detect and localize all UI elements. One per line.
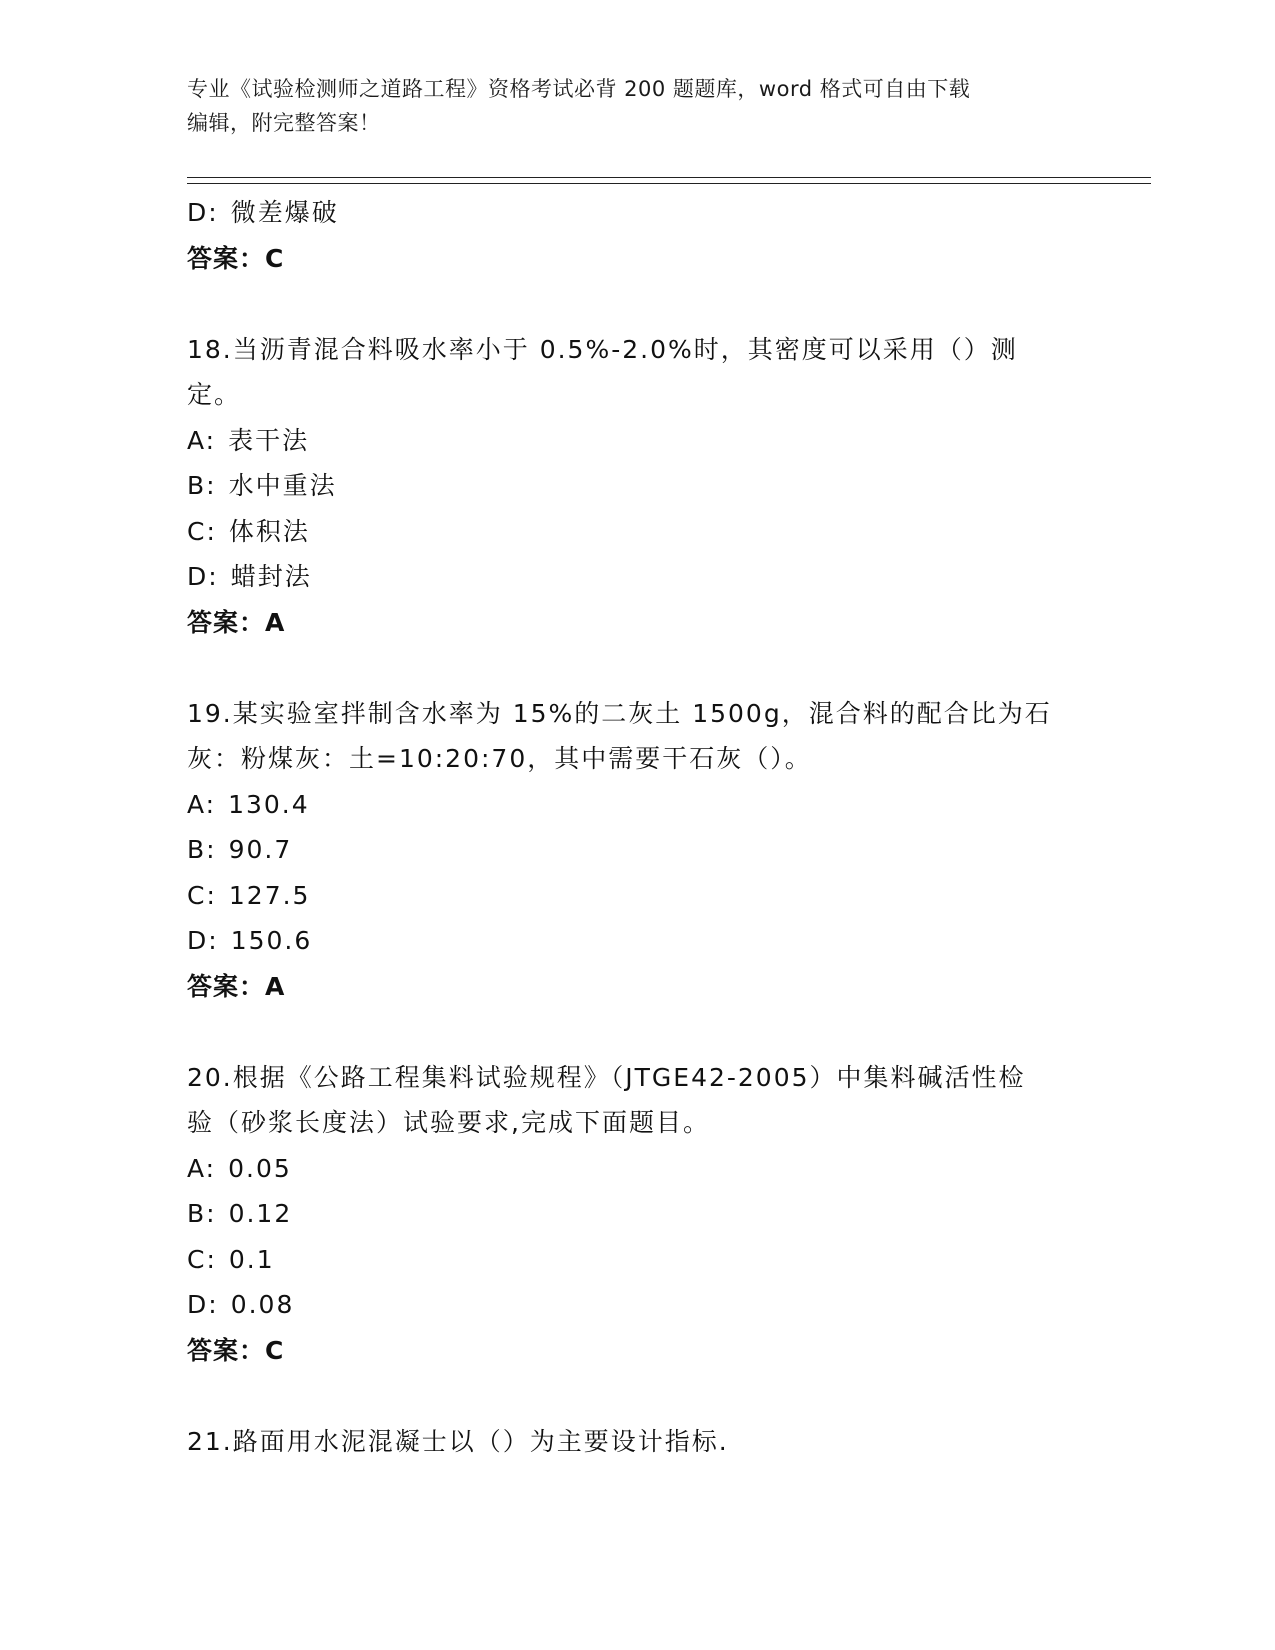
option-text: 127.5 (228, 880, 311, 910)
option-label: A: (187, 425, 217, 455)
header-title-line-1: 专业《试验检测师之道路工程》资格考试必背 200 题题库，word 格式可自由下载 (187, 77, 971, 101)
option-text: 微差爆破 (230, 198, 339, 227)
option-c (187, 873, 1067, 919)
option-text: 蜡封法 (230, 562, 312, 591)
option-label: C: (187, 1244, 217, 1274)
option-text: 0.05 (228, 1153, 292, 1183)
option-text: 表干法 (228, 425, 310, 455)
question-stem-continued: 灰：粉煤灰：土=10:20:70，其中需要干石灰（）。 (187, 744, 812, 773)
option-text: 水中重法 (228, 471, 337, 500)
spacer (187, 645, 1067, 691)
option-a (187, 418, 1067, 464)
option-b (187, 463, 1067, 509)
answer-line: 答案：A (187, 607, 286, 637)
header-divider (187, 177, 1151, 184)
option-label: D: (187, 198, 219, 227)
option-b (187, 827, 1067, 873)
question-list (187, 190, 1067, 1464)
option-d (187, 190, 1067, 236)
option-d (187, 918, 1067, 964)
option-label: B: (187, 1199, 217, 1228)
option-c (187, 509, 1067, 555)
option-d (187, 1282, 1067, 1328)
option-text: 0.12 (228, 1199, 293, 1228)
option-label: B: (187, 471, 217, 500)
option-d (187, 554, 1067, 600)
question-stem: 19.某实验室拌制含水率为 15%的二灰土 1500g，混合料的配合比为石 (187, 698, 1052, 728)
question-stem-continued: 验（砂浆长度法）试验要求,完成下面题目。 (187, 1108, 710, 1137)
option-text: 0.1 (228, 1244, 275, 1274)
option-text: 90.7 (228, 835, 293, 864)
option-text: 体积法 (228, 516, 310, 546)
spacer (187, 281, 1067, 327)
option-label: D: (187, 926, 219, 955)
spacer (187, 1009, 1067, 1055)
question-stem: 20.根据《公路工程集料试验规程》（JTGE42-2005）中集料碱活性检 (187, 1062, 1026, 1092)
option-b (187, 1191, 1067, 1237)
option-text: 0.08 (230, 1290, 295, 1319)
option-c (187, 1237, 1067, 1283)
option-text: 150.6 (230, 926, 313, 955)
spacer (187, 1373, 1067, 1419)
option-label: C: (187, 516, 217, 546)
answer-line: 答案：C (187, 243, 285, 273)
header-title-line-2: 编辑，附完整答案！ (187, 111, 381, 135)
option-label: A: (187, 1153, 217, 1183)
option-a (187, 782, 1067, 828)
option-label: B: (187, 835, 217, 864)
question-stem: 18.当沥青混合料吸水率小于 0.5%-2.0%时，其密度可以采用（）测 (187, 334, 1018, 364)
option-label: C: (187, 880, 217, 910)
question-stem: 21.路面用水泥混凝士以（）为主要设计指标. (187, 1426, 729, 1456)
question-stem-continued: 定。 (187, 380, 242, 409)
document-header (187, 72, 1067, 140)
option-label: D: (187, 1290, 219, 1319)
option-a (187, 1146, 1067, 1192)
option-text: 130.4 (228, 789, 310, 819)
answer-line: 答案：C (187, 1335, 285, 1365)
option-label: D: (187, 562, 219, 591)
option-label: A: (187, 789, 217, 819)
answer-line: 答案：A (187, 971, 286, 1001)
